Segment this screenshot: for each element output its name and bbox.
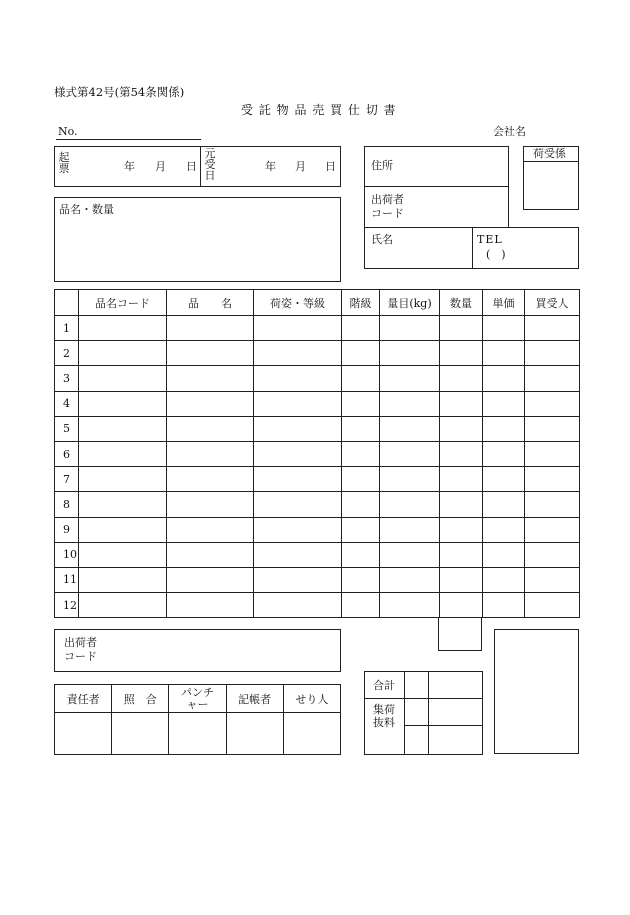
table-cell[interactable] <box>254 416 342 441</box>
header-class: 階級 <box>342 290 380 316</box>
table-cell[interactable] <box>380 542 440 567</box>
table-cell[interactable] <box>440 542 483 567</box>
table-row <box>55 341 580 366</box>
table-cell[interactable] <box>525 341 580 366</box>
tel-label: TEL <box>477 233 503 246</box>
header-index <box>55 290 79 316</box>
table-cell[interactable] <box>440 316 483 341</box>
signature-label-auctioneer: せり人 <box>283 685 340 713</box>
table-cell[interactable] <box>79 517 167 542</box>
table-cell[interactable] <box>440 366 483 391</box>
totals-table <box>364 671 483 755</box>
deduction-cell-c[interactable] <box>405 726 429 755</box>
date-divider <box>200 147 201 186</box>
signature-cell-auctioneer[interactable] <box>283 713 340 755</box>
table-cell[interactable] <box>167 517 254 542</box>
table-cell[interactable] <box>440 467 483 492</box>
table-cell[interactable] <box>440 567 483 592</box>
table-row <box>55 517 580 542</box>
total-cell-b[interactable] <box>429 672 483 699</box>
issue-month: 月 <box>155 160 166 173</box>
table-cell[interactable] <box>380 593 440 618</box>
table-cell[interactable] <box>525 542 580 567</box>
row-number: 11 <box>55 567 79 592</box>
table-cell[interactable] <box>483 441 525 466</box>
table-cell[interactable] <box>167 567 254 592</box>
table-row <box>55 391 580 416</box>
table-cell[interactable] <box>483 593 525 618</box>
address-label: 住所 <box>371 159 393 172</box>
table-cell[interactable] <box>380 467 440 492</box>
row-number: 9 <box>55 517 79 542</box>
table-row <box>55 467 580 492</box>
shipper-code-label: 出荷者 コード <box>371 193 404 220</box>
table-cell[interactable] <box>79 567 167 592</box>
table-cell[interactable] <box>525 492 580 517</box>
header-unit-price: 単価 <box>483 290 525 316</box>
table-cell[interactable] <box>254 593 342 618</box>
row-number: 10 <box>55 542 79 567</box>
signature-label-manager: 責任者 <box>55 685 112 713</box>
table-cell[interactable] <box>483 517 525 542</box>
signature-table <box>54 684 341 755</box>
table-cell[interactable] <box>254 441 342 466</box>
bottom-shipper-code-label: 出荷者 コード <box>64 636 97 663</box>
table-cell[interactable] <box>380 567 440 592</box>
table-cell[interactable] <box>440 492 483 517</box>
row-number: 1 <box>55 316 79 341</box>
table-cell[interactable] <box>525 441 580 466</box>
table-cell[interactable] <box>167 416 254 441</box>
table-cell[interactable] <box>254 542 342 567</box>
table-cell[interactable] <box>342 366 380 391</box>
table-cell[interactable] <box>167 316 254 341</box>
company-label: 会社名 <box>493 125 526 138</box>
table-cell[interactable] <box>79 542 167 567</box>
name-tel-divider <box>472 228 473 268</box>
table-row <box>55 567 580 592</box>
table-cell[interactable] <box>525 416 580 441</box>
receive-day: 日 <box>325 160 336 173</box>
table-cell[interactable] <box>342 542 380 567</box>
form-reference: 様式第42号(第54条関係) <box>54 85 185 99</box>
table-cell[interactable] <box>342 593 380 618</box>
receive-month: 月 <box>295 160 306 173</box>
table-cell[interactable] <box>380 366 440 391</box>
table-cell[interactable] <box>79 492 167 517</box>
signature-cell-bookkeeper[interactable] <box>226 713 283 755</box>
table-cell[interactable] <box>440 441 483 466</box>
number-underline[interactable] <box>56 139 201 140</box>
table-cell[interactable] <box>79 416 167 441</box>
header-weight: 量目(kg) <box>380 290 440 316</box>
header-item-name: 品 名 <box>167 290 254 316</box>
table-row <box>55 492 580 517</box>
table-cell[interactable] <box>254 391 342 416</box>
bottom-shipper-code-box[interactable] <box>54 629 341 672</box>
header-item-code: 品名コード <box>79 290 167 316</box>
table-cell[interactable] <box>440 341 483 366</box>
table-cell[interactable] <box>525 567 580 592</box>
number-label: No. <box>58 125 78 138</box>
table-row <box>55 366 580 391</box>
table-cell[interactable] <box>380 316 440 341</box>
table-cell[interactable] <box>380 416 440 441</box>
total-label: 合計 <box>365 672 405 699</box>
table-cell[interactable] <box>525 391 580 416</box>
table-cell[interactable] <box>440 593 483 618</box>
row-number: 7 <box>55 467 79 492</box>
deduction-label: 集荷 抜料 <box>365 699 405 755</box>
table-cell[interactable] <box>79 467 167 492</box>
table-cell[interactable] <box>342 416 380 441</box>
name-label: 氏名 <box>371 233 393 246</box>
item-table <box>54 289 580 618</box>
signature-label-bookkeeper: 記帳者 <box>226 685 283 713</box>
table-cell[interactable] <box>167 593 254 618</box>
receiver-label: 荷受係 <box>533 147 566 160</box>
table-cell[interactable] <box>167 391 254 416</box>
table-cell[interactable] <box>440 391 483 416</box>
table-row <box>55 316 580 341</box>
table-cell[interactable] <box>342 441 380 466</box>
header-buyer: 買受人 <box>525 290 580 316</box>
table-cell[interactable] <box>167 341 254 366</box>
total-cell-a[interactable] <box>405 672 429 699</box>
signature-cell-check[interactable] <box>112 713 169 755</box>
table-cell[interactable] <box>380 517 440 542</box>
table-row <box>55 593 580 618</box>
table-cell[interactable] <box>380 391 440 416</box>
table-row <box>55 441 580 466</box>
receiver-divider <box>524 161 578 162</box>
receive-label: 元 受 日 <box>204 147 216 182</box>
table-cell[interactable] <box>525 517 580 542</box>
table-cell[interactable] <box>483 567 525 592</box>
table-cell[interactable] <box>483 542 525 567</box>
table-cell[interactable] <box>342 341 380 366</box>
issue-year: 年 <box>124 160 135 173</box>
table-cell[interactable] <box>483 391 525 416</box>
row-number: 8 <box>55 492 79 517</box>
quantity-extension-box[interactable] <box>438 617 482 651</box>
remarks-box[interactable] <box>494 629 579 754</box>
deduction-cell-d[interactable] <box>429 726 483 755</box>
table-cell[interactable] <box>79 316 167 341</box>
row-number: 5 <box>55 416 79 441</box>
header-quantity: 数量 <box>440 290 483 316</box>
issue-day: 日 <box>186 160 197 173</box>
table-cell[interactable] <box>483 467 525 492</box>
table-cell[interactable] <box>79 341 167 366</box>
table-cell[interactable] <box>79 441 167 466</box>
table-cell[interactable] <box>440 416 483 441</box>
table-cell[interactable] <box>254 567 342 592</box>
table-cell[interactable] <box>79 391 167 416</box>
table-cell[interactable] <box>483 316 525 341</box>
table-cell[interactable] <box>483 341 525 366</box>
table-cell[interactable] <box>167 492 254 517</box>
table-cell[interactable] <box>342 391 380 416</box>
table-row <box>55 542 580 567</box>
table-cell[interactable] <box>525 366 580 391</box>
row-number: 12 <box>55 593 79 618</box>
document-title: 受 託 物 品 売 買 仕 切 書 <box>241 103 397 117</box>
row-number: 2 <box>55 341 79 366</box>
table-cell[interactable] <box>342 517 380 542</box>
signature-cell-manager[interactable] <box>55 713 112 755</box>
header-packing-grade: 荷姿・等級 <box>254 290 342 316</box>
table-cell[interactable] <box>483 366 525 391</box>
table-cell[interactable] <box>483 416 525 441</box>
table-cell[interactable] <box>79 593 167 618</box>
item-quantity-label: 品名・数量 <box>59 203 114 216</box>
signature-label-check: 照 合 <box>112 685 169 713</box>
tel-paren: ( ) <box>486 248 506 261</box>
table-cell[interactable] <box>167 467 254 492</box>
table-cell[interactable] <box>525 316 580 341</box>
table-cell[interactable] <box>254 366 342 391</box>
table-cell[interactable] <box>342 567 380 592</box>
row-number: 3 <box>55 366 79 391</box>
table-cell[interactable] <box>254 316 342 341</box>
table-row <box>55 416 580 441</box>
table-cell[interactable] <box>380 492 440 517</box>
row-number: 6 <box>55 441 79 466</box>
table-cell[interactable] <box>440 517 483 542</box>
signature-cell-puncher[interactable] <box>169 713 226 755</box>
table-cell[interactable] <box>342 467 380 492</box>
table-cell[interactable] <box>380 341 440 366</box>
table-cell[interactable] <box>254 341 342 366</box>
table-cell[interactable] <box>342 316 380 341</box>
table-cell[interactable] <box>254 467 342 492</box>
signature-label-puncher: パンチ ャー <box>169 685 226 713</box>
table-cell[interactable] <box>167 542 254 567</box>
deduction-cell-a[interactable] <box>405 699 429 726</box>
table-cell[interactable] <box>254 517 342 542</box>
receive-year: 年 <box>265 160 276 173</box>
table-cell[interactable] <box>342 492 380 517</box>
table-cell[interactable] <box>254 492 342 517</box>
deduction-cell-b[interactable] <box>429 699 483 726</box>
table-cell[interactable] <box>483 492 525 517</box>
table-cell[interactable] <box>525 467 580 492</box>
table-cell[interactable] <box>167 441 254 466</box>
table-cell[interactable] <box>525 593 580 618</box>
table-header-row <box>55 290 580 316</box>
row-number: 4 <box>55 391 79 416</box>
table-cell[interactable] <box>380 441 440 466</box>
table-cell[interactable] <box>79 366 167 391</box>
name-tel-box <box>364 227 579 269</box>
table-cell[interactable] <box>167 366 254 391</box>
issue-label: 起 票 <box>58 151 70 175</box>
